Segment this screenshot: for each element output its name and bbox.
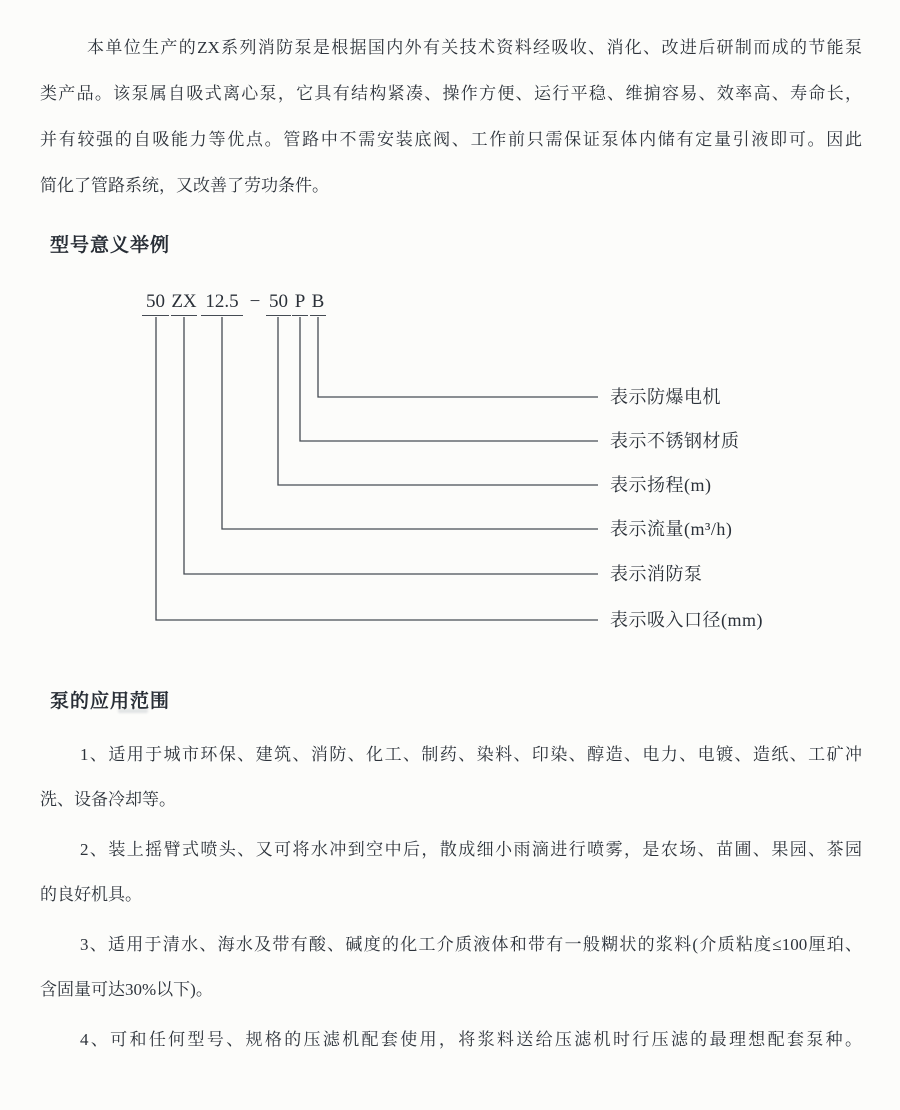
model-code-diagram: [0, 285, 900, 685]
app-item-2-line-1: 2、装上摇臂式喷头、又可将水冲到空中后，散成细小雨滴进行喷雾，是农场、苗圃、果园、茶园: [80, 840, 862, 859]
model-token-suction-diameter: 50: [142, 290, 169, 316]
intro-line-2: 类产品。该泵属自吸式离心泵，它具有结构紧凑、操作方便、运行平稳、维掮容易、效率高、寿命长，: [40, 84, 862, 103]
callout-line-head: [278, 317, 598, 485]
callout-lines: [0, 285, 900, 685]
callout-line-series: [184, 317, 598, 574]
callout-label-suction-diameter: 表示吸入口径(mm): [610, 610, 763, 630]
model-token-flow: 12.5: [201, 290, 243, 316]
model-token-series: ZX: [171, 290, 197, 316]
app-item-4-line-1: 4、可和任何型号、规格的压滤机配套使用，将浆料送给压滤机时行压滤的最理想配套泵种。: [80, 1030, 862, 1049]
intro-line-3: 并有较强的自吸能力等优点。管路中不需安装底阀、工作前只需保证泵体内储有定量引液即可。因此: [40, 130, 862, 149]
scan-artifact-smudge: [118, 709, 148, 713]
model-token-material: P: [292, 290, 308, 316]
intro-line-4: 简化了管路系统，又改善了劳功条件。: [40, 176, 329, 195]
app-item-1-line-1: 1、适用于城市环保、建筑、消防、化工、制药、染料、印染、醇造、电力、电镀、造纸、工矿冲: [80, 745, 862, 764]
callout-label-head: 表示扬程(m): [610, 475, 712, 495]
app-item-3-line-2: 含固量可达30%以下)。: [40, 980, 213, 999]
app-item-3-line-1: 3、适用于清水、海水及带有酸、碱度的化工介质液体和带有一般糊状的浆料(介质粘度≤100厘珀、: [80, 935, 862, 954]
model-token-motor: B: [310, 290, 326, 316]
callout-line-motor: [318, 317, 598, 397]
callout-label-stainless-steel: 表示不锈钢材质: [610, 431, 740, 451]
app-item-2-line-2: 的良好机具。: [40, 885, 142, 904]
callout-label-fire-pump: 表示消防泵: [610, 564, 703, 584]
app-item-1-line-2: 洗、设备冷却等。: [40, 790, 176, 809]
model-token-head: 50: [266, 290, 291, 316]
model-section-heading: 型号意义举例: [50, 235, 171, 256]
callout-label-explosion-proof-motor: 表示防爆电机: [610, 387, 721, 407]
callout-line-material: [300, 317, 598, 441]
model-token-dash: −: [249, 291, 261, 312]
callout-label-flow-rate: 表示流量(m³/h): [610, 519, 733, 539]
application-section-heading: 泵的应用范围: [50, 691, 171, 712]
intro-line-1: 本单位生产的ZX系列消防泵是根据国内外有关技术资料经吸收、消化、改进后研制而成的节能泵: [87, 38, 862, 57]
